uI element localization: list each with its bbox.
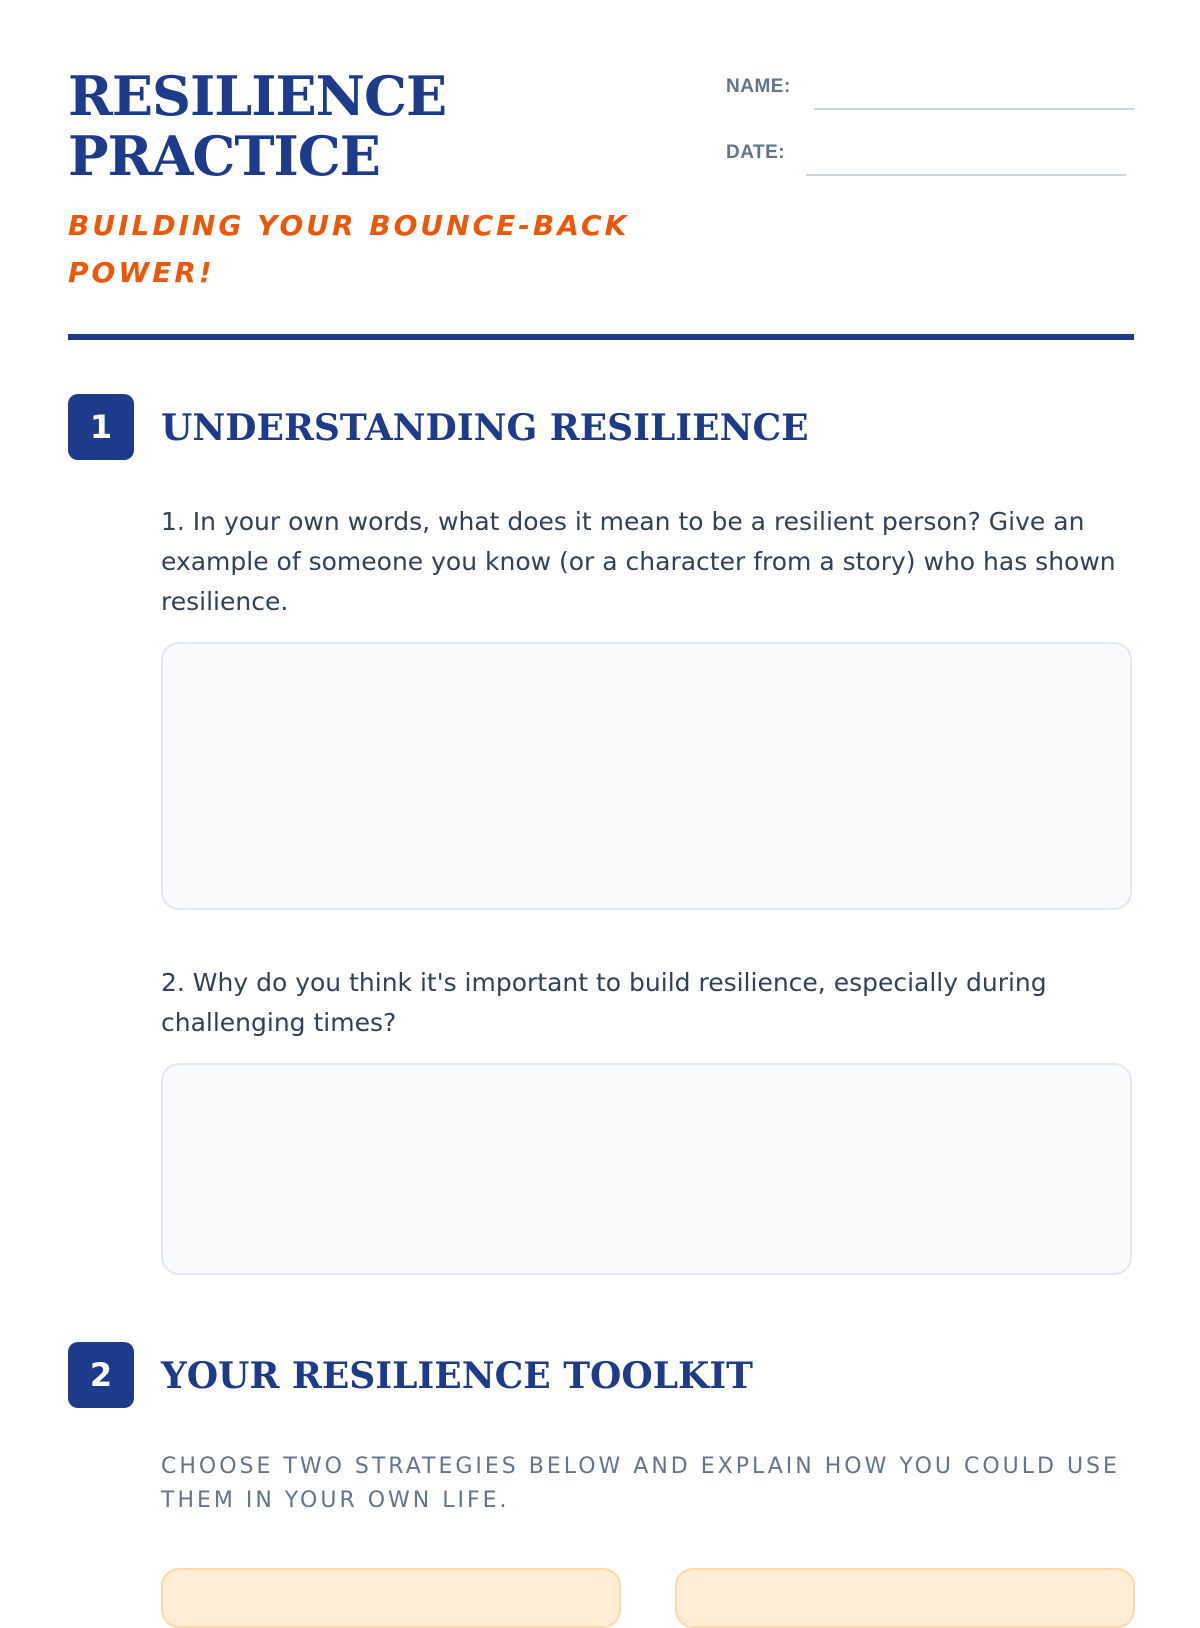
strategy-card-1[interactable] (161, 1568, 621, 1628)
name-field[interactable] (726, 70, 1134, 110)
section-2-badge: 2 (68, 1342, 134, 1408)
date-input-line[interactable] (806, 174, 1126, 176)
date-label: DATE: (726, 142, 786, 163)
worksheet-page (68, 0, 1134, 1600)
section-1-badge: 1 (68, 394, 134, 460)
question-2: 2. Why do you think it's important to build resilience, especially during challenging times? (161, 968, 1047, 1037)
name-label: NAME: (726, 76, 791, 97)
name-input-line[interactable] (814, 108, 1134, 110)
section-1-title: UNDERSTANDING RESILIENCE (161, 407, 809, 449)
answer-box-2[interactable] (161, 1063, 1132, 1275)
answer-box-1[interactable] (161, 642, 1132, 910)
question-1: 1. In your own words, what does it mean to be a resilient person? Give an example of someone you know (or a character from a story) who has shown resilience. (161, 507, 1116, 616)
section-2-instruction: CHOOSE TWO STRATEGIES BELOW AND EXPLAIN HOW YOU COULD USE THEM IN YOUR OWN LIFE. (161, 1454, 1120, 1513)
worksheet-title: RESILIENCE PRACTICE (68, 64, 447, 188)
worksheet-subtitle: BUILDING YOUR BOUNCE-BACK POWER! (68, 209, 630, 289)
worksheet-header (68, 66, 1134, 336)
strategy-card-2[interactable] (675, 1568, 1135, 1628)
date-field[interactable] (726, 136, 1126, 176)
header-divider (68, 334, 1134, 340)
section-2-title: YOUR RESILIENCE TOOLKIT (161, 1355, 753, 1397)
